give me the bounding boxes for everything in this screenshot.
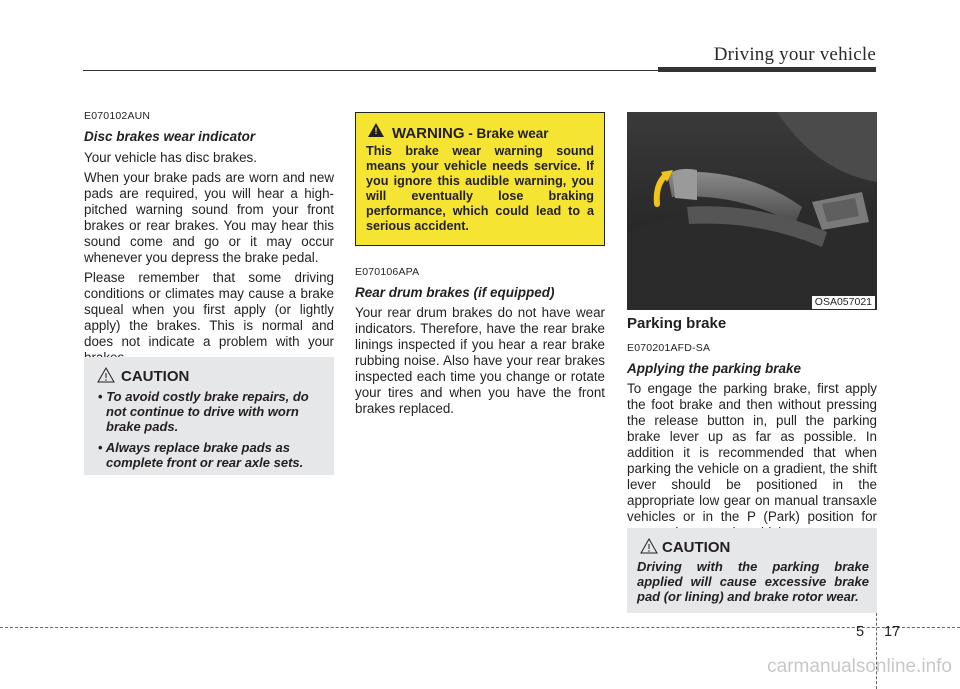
warning-triangle-icon — [97, 367, 115, 388]
middle-column — [355, 264, 605, 417]
subhead-applying-parking-brake: Applying the parking brake — [627, 361, 802, 376]
page-number: 17 — [884, 624, 901, 640]
paragraph: Your rear drum brakes do not have wear indicators. Therefore, have the rear brake linings inspected if you hear a rear brake rubbing noise. Also have your rear brakes inspected each time you change or rotate your tires and when you have the front brakes replaced. — [355, 305, 605, 416]
caution-list — [94, 389, 326, 470]
subhead-disc-brakes: Disc brakes wear indicator — [84, 129, 256, 144]
page-header-title: Driving your vehicle — [713, 44, 876, 65]
figure-code-label: OSA057021 — [812, 296, 875, 309]
caution-body: Driving with the parking brake applied will cause excessive brake pad (or lining) and brake rotor wear. — [637, 559, 869, 604]
parking-brake-illustration — [627, 112, 877, 310]
section-code: E070106APA — [355, 266, 420, 278]
subhead-rear-drum-brakes: Rear drum brakes (if equipped) — [355, 285, 555, 300]
header-rule-accent — [658, 67, 876, 72]
warning-title: WARNING - Brake wear — [392, 125, 549, 142]
watermark: carmanualsonline.info — [767, 656, 952, 677]
warning-body: This brake wear warning sound means your vehicle needs service. If you ignore this audible warning, you will eventually lose braking performance, which could lead to a serious accident. — [366, 144, 594, 233]
chapter-number: 5 — [856, 624, 865, 640]
caution-title: CAUTION — [662, 539, 731, 556]
section-title-parking-brake: Parking brake — [627, 315, 727, 332]
paragraph: Your vehicle has disc brakes. — [84, 150, 257, 165]
header-rule — [83, 70, 658, 71]
warning-triangle-icon — [640, 538, 658, 559]
warning-box-brake-wear: ! WARNING - Brake wear This brake wear warning sound means your vehicle needs service. If you ignore this audible warning, you will eventually lose braking performance, which could lead to a serious accident. — [355, 112, 605, 246]
left-column — [84, 108, 334, 366]
caution-box-disc-brakes — [84, 357, 334, 475]
right-column — [627, 316, 877, 541]
caution-item: • To avoid costly brake repairs, do not continue to drive with worn brake pads. — [98, 389, 309, 434]
parking-brake-photo — [627, 112, 877, 310]
caution-box-parking-brake — [627, 528, 877, 613]
section-code: E070201AFD-SA — [627, 342, 711, 354]
caution-title: CAUTION — [121, 368, 190, 385]
paragraph: When your brake pads are worn and new pads are required, you will hear a high-pitched warning sound from your front brakes or rear brakes. You may hear this sound come and go or it may occur whenever you depress the brake pedal. — [84, 170, 334, 265]
section-code: E070102AUN — [84, 110, 151, 122]
footer-rule — [0, 627, 960, 628]
paragraph: To engage the parking brake, first apply the foot brake and then without pressing the release button in, pull the parking brake lever up as far as possible. In addition it is recommended that when parking the vehicle on a gradient, the shift lever should be positioned in the appropriate low gear on manual transaxle vehicles or in the P (Park) position for — [627, 381, 877, 524]
caution-item: • Always replace brake pads as complete front or rear axle sets. — [98, 440, 304, 470]
paragraph: Please remember that some driving conditions or climates may cause a brake squeal when you first apply (or lightly apply) the brakes. This is normal and does not indicate a problem with your — [84, 270, 334, 349]
